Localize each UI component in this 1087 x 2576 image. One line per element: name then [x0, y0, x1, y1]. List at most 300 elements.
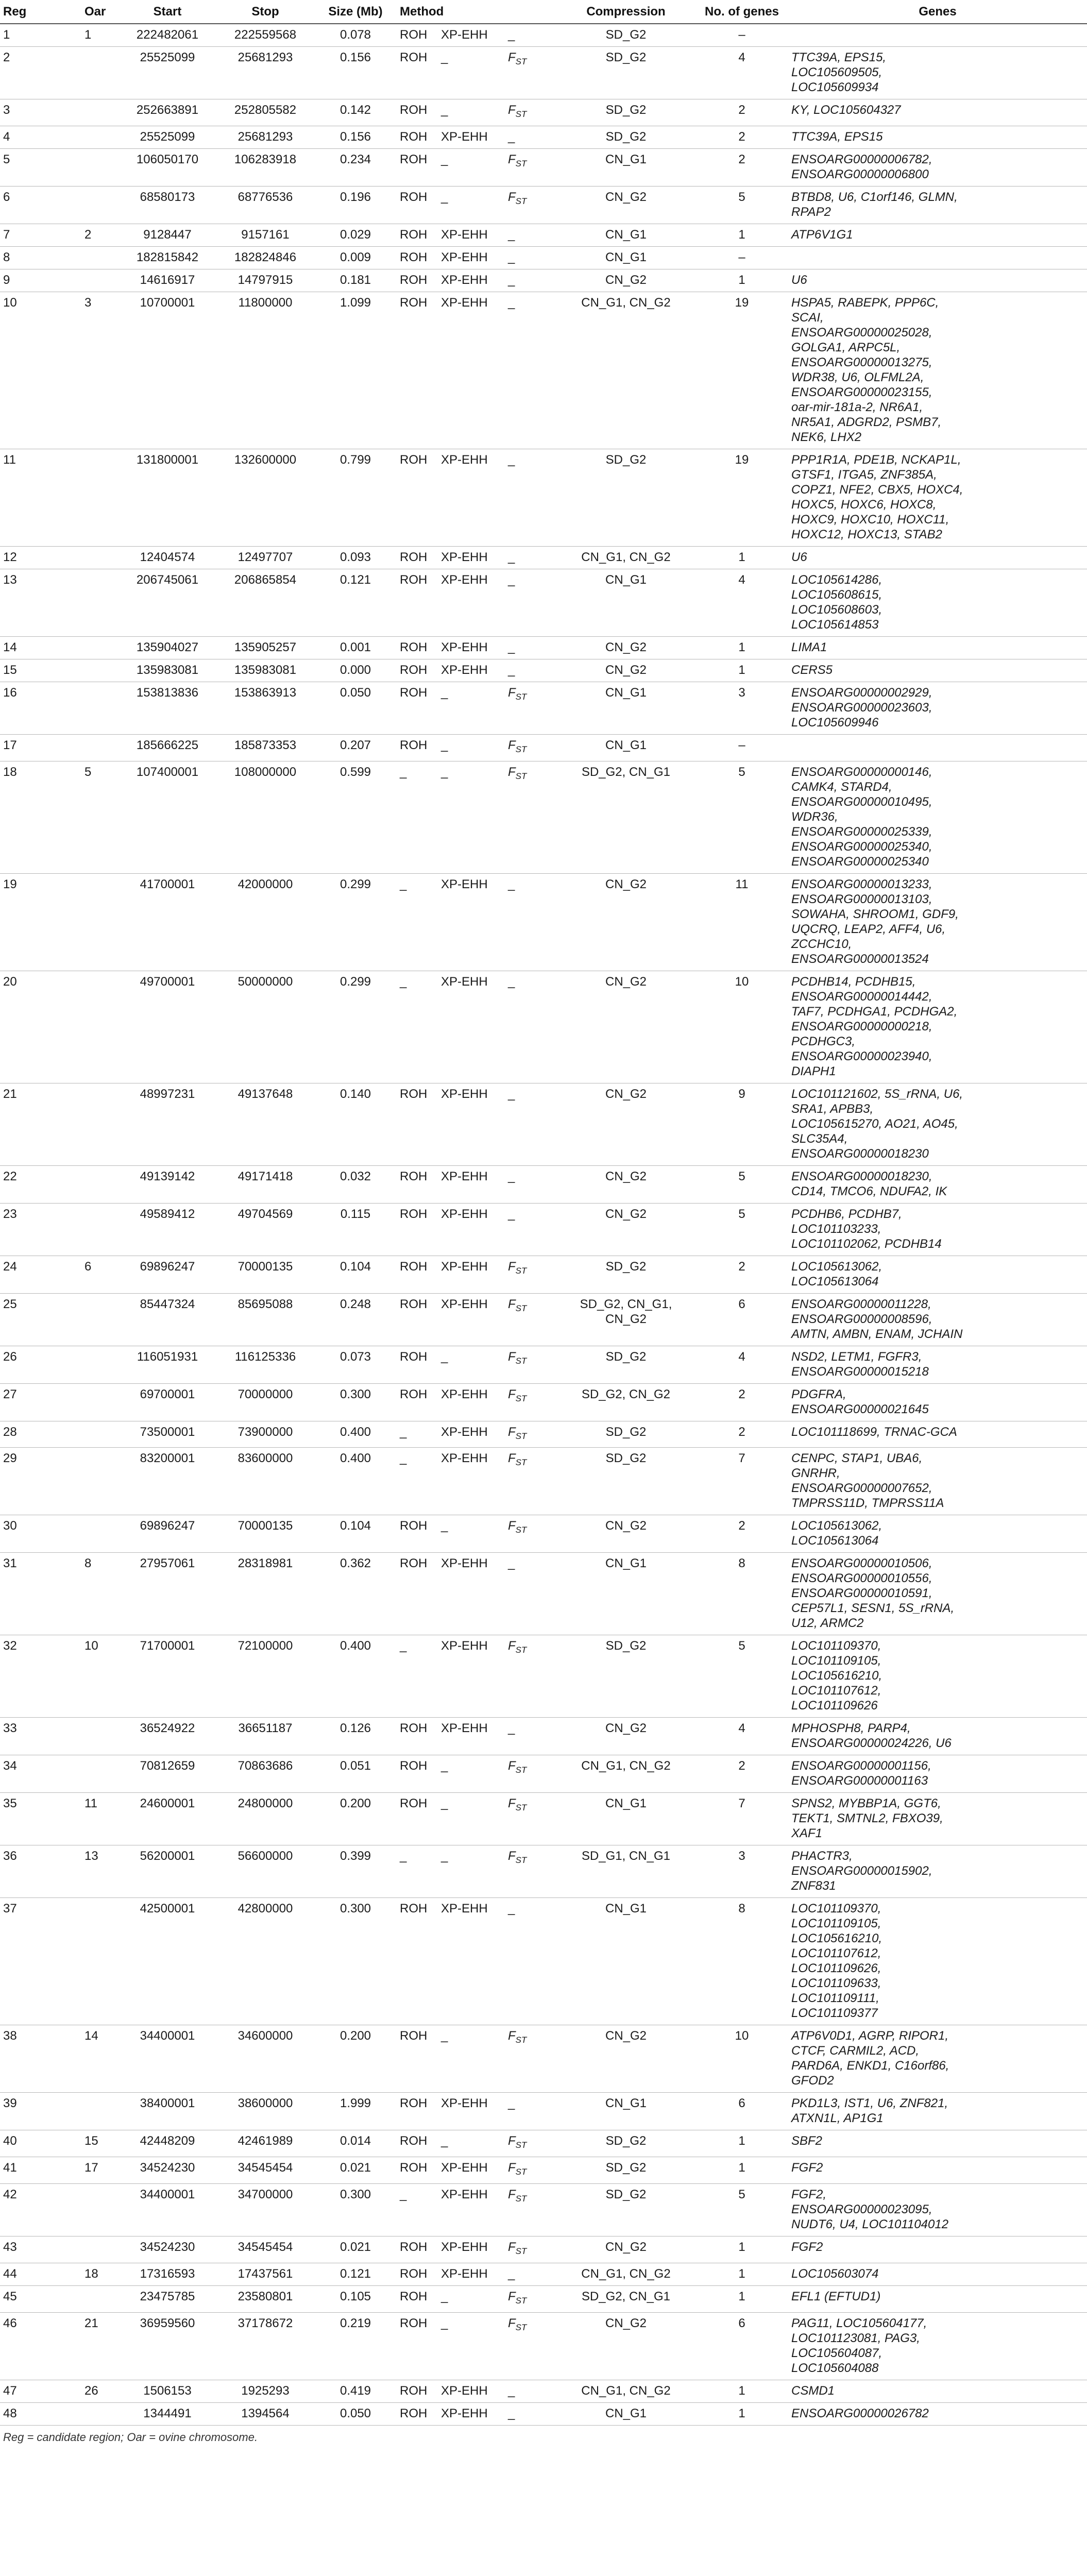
cell-size: 0.399 [314, 1845, 397, 1898]
cell-start: 85447324 [118, 1293, 216, 1346]
cell-reg: 16 [0, 682, 81, 734]
cell-stop: 42000000 [216, 873, 314, 971]
cell-num-genes: 19 [695, 449, 788, 546]
cell-start: 68580173 [118, 186, 216, 224]
cell-oar [81, 1515, 118, 1553]
cell-compression: CN_G2 [556, 2236, 695, 2263]
cell-genes: LOC105613062, LOC105613064 [788, 1515, 1087, 1553]
cell-oar: 8 [81, 1553, 118, 1635]
cell-method-xpehh: XP-EHH [438, 224, 505, 246]
cell-method-fst: _ [505, 971, 556, 1083]
cell-method-fst [505, 1448, 556, 1515]
cell-method-fst: _ [505, 1553, 556, 1635]
cell-size: 0.419 [314, 2380, 397, 2402]
cell-compression: SD_G2 [556, 2183, 695, 2236]
cell-stop: 38600000 [216, 2093, 314, 2130]
cell-genes: TTC39A, EPS15, LOC105609505, LOC105609934 [788, 47, 1087, 99]
cell-num-genes: 3 [695, 682, 788, 734]
cell-num-genes: 7 [695, 1448, 788, 1515]
cell-genes: PKD1L3, IST1, U6, ZNF821, ATXN1L, AP1G1 [788, 2093, 1087, 2130]
cell-oar [81, 1165, 118, 1203]
cell-method-xpehh: _ [438, 1845, 505, 1898]
cell-reg: 8 [0, 246, 81, 269]
table-row [0, 2285, 1087, 2312]
cell-method-fst: _ [505, 1165, 556, 1203]
cell-size: 0.000 [314, 659, 397, 682]
table-row [0, 1635, 1087, 1718]
cell-reg: 1 [0, 24, 81, 47]
cell-method-fst [505, 1635, 556, 1718]
cell-reg: 26 [0, 1346, 81, 1383]
table-row [0, 2312, 1087, 2380]
fst-method-label: $F_{ST}$ [508, 190, 527, 206]
cell-genes: HSPA5, RABEPK, PPP6C, SCAI, ENSOARG00000025028, GOLGA1, ARPC5L, ENSOARG00000013275, WDR38, U6, OLFML2A, ENSOARG00000023155, oar-mir-181a-2, NR6A1, NR5A1, ADGRD2, PSMB7, NEK6, LHX2 [788, 292, 1087, 449]
cell-method-roh: ROH [397, 224, 438, 246]
cell-genes: CENPC, STAP1, UBA6, GNRHR, ENSOARG00000007652, TMPRSS11D, TMPRSS11A [788, 1448, 1087, 1515]
cell-compression: CN_G1 [556, 224, 695, 246]
cell-genes: LOC101109370, LOC101109105, LOC105616210, LOC101107612, LOC101109626, LOC101109633, LOC101109111, LOC101109377 [788, 1898, 1087, 2025]
cell-stop: 56600000 [216, 1845, 314, 1898]
cell-start: 107400001 [118, 761, 216, 873]
cell-compression: CN_G1 [556, 246, 695, 269]
cell-method-fst [505, 2025, 556, 2093]
cell-num-genes: – [695, 24, 788, 47]
cell-num-genes: 2 [695, 126, 788, 148]
cell-oar [81, 659, 118, 682]
table-row [0, 1845, 1087, 1898]
table-row [0, 2263, 1087, 2285]
cell-num-genes: 2 [695, 1256, 788, 1293]
cell-num-genes: 5 [695, 761, 788, 873]
cell-reg: 42 [0, 2183, 81, 2236]
cell-oar [81, 246, 118, 269]
cell-stop: 182824846 [216, 246, 314, 269]
cell-method-fst [505, 2285, 556, 2312]
cell-size: 0.156 [314, 126, 397, 148]
cell-method-fst: _ [505, 2380, 556, 2402]
table-row [0, 1165, 1087, 1203]
cell-oar [81, 99, 118, 126]
cell-method-xpehh: _ [438, 1793, 505, 1845]
cell-genes: FGF2 [788, 2236, 1087, 2263]
cell-stop: 34600000 [216, 2025, 314, 2093]
cell-size: 0.073 [314, 1346, 397, 1383]
cell-oar [81, 1203, 118, 1256]
cell-method-fst [505, 1256, 556, 1293]
cell-stop: 9157161 [216, 224, 314, 246]
cell-compression: CN_G1, CN_G2 [556, 2263, 695, 2285]
cell-size: 0.021 [314, 2157, 397, 2184]
fst-method-label: $F_{ST}$ [508, 738, 527, 754]
cell-genes: LOC105603074 [788, 2263, 1087, 2285]
cell-method-fst [505, 99, 556, 126]
cell-method-roh: ROH [397, 2130, 438, 2157]
cell-compression: CN_G2 [556, 1165, 695, 1203]
cell-size: 0.050 [314, 682, 397, 734]
cell-method-xpehh: XP-EHH [438, 873, 505, 971]
cell-genes [788, 246, 1087, 269]
cell-genes: ENSOARG00000013233, ENSOARG00000013103, SOWAHA, SHROOM1, GDF9, UQCRQ, LEAP2, AFF4, U6, ZCCHC10, ENSOARG00000013524 [788, 873, 1087, 971]
cell-reg: 45 [0, 2285, 81, 2312]
cell-method-xpehh: XP-EHH [438, 2380, 505, 2402]
cell-method-xpehh: XP-EHH [438, 1898, 505, 2025]
cell-num-genes: 4 [695, 1346, 788, 1383]
table-row [0, 24, 1087, 47]
cell-size: 0.248 [314, 1293, 397, 1346]
cell-method-roh: ROH [397, 1293, 438, 1346]
header-method-spacer-1 [438, 1, 505, 24]
cell-start: 49139142 [118, 1165, 216, 1203]
header-row [0, 1, 1087, 24]
cell-stop: 106283918 [216, 148, 314, 186]
cell-size: 0.115 [314, 1203, 397, 1256]
cell-num-genes: 4 [695, 569, 788, 636]
cell-oar: 15 [81, 2130, 118, 2157]
cell-method-roh: ROH [397, 569, 438, 636]
cell-stop: 50000000 [216, 971, 314, 1083]
cell-compression: CN_G1 [556, 2402, 695, 2425]
cell-stop: 135983081 [216, 659, 314, 682]
cell-num-genes: 2 [695, 1383, 788, 1421]
table-row [0, 1448, 1087, 1515]
cell-compression: SD_G2, CN_G2 [556, 1383, 695, 1421]
cell-genes [788, 24, 1087, 47]
cell-num-genes: 6 [695, 2093, 788, 2130]
cell-genes: EFL1 (EFTUD1) [788, 2285, 1087, 2312]
fst-method-label: $F_{ST}$ [508, 2134, 527, 2150]
cell-size: 0.300 [314, 1898, 397, 2025]
cell-compression: CN_G2 [556, 1718, 695, 1755]
cell-stop: 70863686 [216, 1755, 314, 1793]
table-row [0, 1755, 1087, 1793]
cell-oar [81, 1083, 118, 1165]
table-row [0, 2380, 1087, 2402]
cell-num-genes: 6 [695, 2312, 788, 2380]
cell-start: 131800001 [118, 449, 216, 546]
cell-num-genes: 10 [695, 2025, 788, 2093]
cell-genes: LOC105613062, LOC105613064 [788, 1256, 1087, 1293]
cell-method-roh: ROH [397, 2157, 438, 2184]
cell-oar [81, 2093, 118, 2130]
cell-stop: 132600000 [216, 449, 314, 546]
cell-method-roh: ROH [397, 2093, 438, 2130]
cell-genes: ENSOARG00000002929, ENSOARG00000023603, LOC105609946 [788, 682, 1087, 734]
cell-reg: 39 [0, 2093, 81, 2130]
cell-size: 0.200 [314, 2025, 397, 2093]
cell-oar [81, 971, 118, 1083]
cell-start: 34400001 [118, 2025, 216, 2093]
cell-num-genes: 9 [695, 1083, 788, 1165]
cell-stop: 17437561 [216, 2263, 314, 2285]
cell-num-genes: 2 [695, 1515, 788, 1553]
cell-num-genes: 5 [695, 1165, 788, 1203]
fst-method-label: $F_{ST}$ [508, 1797, 527, 1813]
cell-num-genes: 2 [695, 99, 788, 126]
cell-method-roh: _ [397, 1845, 438, 1898]
cell-method-roh: ROH [397, 24, 438, 47]
cell-start: 9128447 [118, 224, 216, 246]
cell-oar [81, 873, 118, 971]
cell-stop: 25681293 [216, 47, 314, 99]
cell-reg: 18 [0, 761, 81, 873]
cell-compression: SD_G2, CN_G1 [556, 2285, 695, 2312]
candidate-regions-table [0, 1, 1087, 2426]
cell-compression: CN_G1, CN_G2 [556, 546, 695, 569]
cell-stop: 1394564 [216, 2402, 314, 2425]
cell-size: 0.050 [314, 2402, 397, 2425]
cell-size: 0.400 [314, 1635, 397, 1718]
fst-method-label: $F_{ST}$ [508, 2289, 527, 2306]
cell-stop: 72100000 [216, 1635, 314, 1718]
table-row [0, 873, 1087, 971]
cell-genes: ENSOARG00000018230, CD14, TMCO6, NDUFA2, IK [788, 1165, 1087, 1203]
cell-method-xpehh: _ [438, 99, 505, 126]
table-row [0, 1553, 1087, 1635]
cell-method-xpehh: XP-EHH [438, 1718, 505, 1755]
table-header [0, 1, 1087, 24]
cell-oar: 1 [81, 24, 118, 47]
cell-method-roh: ROH [397, 1203, 438, 1256]
cell-num-genes: 2 [695, 1755, 788, 1793]
cell-compression: SD_G2 [556, 1635, 695, 1718]
cell-stop: 49171418 [216, 1165, 314, 1203]
cell-method-fst: _ [505, 126, 556, 148]
cell-size: 0.196 [314, 186, 397, 224]
cell-reg: 19 [0, 873, 81, 971]
cell-oar: 6 [81, 1256, 118, 1293]
table-row [0, 1421, 1087, 1448]
cell-oar: 14 [81, 2025, 118, 2093]
cell-oar [81, 2402, 118, 2425]
cell-method-roh: ROH [397, 546, 438, 569]
cell-method-xpehh: _ [438, 1755, 505, 1793]
cell-compression: SD_G2 [556, 99, 695, 126]
cell-reg: 4 [0, 126, 81, 148]
cell-start: 17316593 [118, 2263, 216, 2285]
cell-reg: 48 [0, 2402, 81, 2425]
table-row [0, 99, 1087, 126]
cell-genes: SPNS2, MYBBP1A, GGT6, TEKT1, SMTNL2, FBXO39, XAF1 [788, 1793, 1087, 1845]
fst-method-label: $F_{ST}$ [508, 103, 527, 119]
cell-genes: PHACTR3, ENSOARG00000015902, ZNF831 [788, 1845, 1087, 1898]
cell-oar [81, 1448, 118, 1515]
cell-compression: SD_G2 [556, 1346, 695, 1383]
cell-compression: CN_G1 [556, 2093, 695, 2130]
cell-num-genes: 1 [695, 224, 788, 246]
fst-method-label: $F_{ST}$ [508, 1425, 527, 1441]
cell-compression: CN_G2 [556, 2025, 695, 2093]
cell-stop: 252805582 [216, 99, 314, 126]
cell-genes: ENSOARG00000010506, ENSOARG00000010556, ENSOARG00000010591, CEP57L1, SESN1, 5S_rRNA, U12, ARMC2 [788, 1553, 1087, 1635]
cell-reg: 2 [0, 47, 81, 99]
cell-genes: CERS5 [788, 659, 1087, 682]
cell-stop: 85695088 [216, 1293, 314, 1346]
cell-method-fst [505, 1793, 556, 1845]
cell-reg: 25 [0, 1293, 81, 1346]
cell-method-fst: _ [505, 1203, 556, 1256]
cell-size: 0.599 [314, 761, 397, 873]
cell-reg: 37 [0, 1898, 81, 2025]
cell-start: 14616917 [118, 269, 216, 292]
cell-stop: 1925293 [216, 2380, 314, 2402]
header-reg: Reg [0, 1, 81, 24]
cell-oar [81, 734, 118, 761]
cell-method-fst: _ [505, 569, 556, 636]
cell-size: 0.009 [314, 246, 397, 269]
cell-method-fst: _ [505, 546, 556, 569]
table-row [0, 682, 1087, 734]
cell-reg: 3 [0, 99, 81, 126]
cell-method-fst: _ [505, 1083, 556, 1165]
cell-size: 0.234 [314, 148, 397, 186]
cell-compression: CN_G2 [556, 636, 695, 659]
cell-num-genes: 1 [695, 2285, 788, 2312]
cell-method-fst: _ [505, 224, 556, 246]
cell-method-roh: ROH [397, 246, 438, 269]
fst-method-label: $F_{ST}$ [508, 765, 527, 781]
cell-method-xpehh: XP-EHH [438, 126, 505, 148]
cell-method-roh: ROH [397, 126, 438, 148]
cell-oar [81, 148, 118, 186]
cell-reg: 17 [0, 734, 81, 761]
cell-size: 0.799 [314, 449, 397, 546]
cell-num-genes: 1 [695, 636, 788, 659]
cell-stop: 11800000 [216, 292, 314, 449]
cell-size: 0.181 [314, 269, 397, 292]
cell-start: 116051931 [118, 1346, 216, 1383]
cell-oar [81, 1898, 118, 2025]
table-row [0, 1256, 1087, 1293]
cell-start: 34524230 [118, 2157, 216, 2184]
cell-method-fst [505, 1515, 556, 1553]
cell-genes: PAG11, LOC105604177, LOC101123081, PAG3, LOC105604087, LOC105604088 [788, 2312, 1087, 2380]
cell-method-xpehh: XP-EHH [438, 2157, 505, 2184]
header-stop: Stop [216, 1, 314, 24]
header-compression: Compression [556, 1, 695, 24]
cell-method-fst: _ [505, 2402, 556, 2425]
cell-oar [81, 1718, 118, 1755]
cell-stop: 70000135 [216, 1256, 314, 1293]
cell-genes: ENSOARG00000006782, ENSOARG00000006800 [788, 148, 1087, 186]
cell-method-fst: _ [505, 636, 556, 659]
cell-start: 41700001 [118, 873, 216, 971]
cell-oar [81, 682, 118, 734]
cell-size: 0.300 [314, 2183, 397, 2236]
cell-compression: SD_G2 [556, 1421, 695, 1448]
cell-num-genes: 1 [695, 2130, 788, 2157]
cell-method-xpehh: XP-EHH [438, 246, 505, 269]
fst-method-label: $F_{ST}$ [508, 2187, 527, 2204]
cell-method-fst [505, 1293, 556, 1346]
cell-size: 0.104 [314, 1256, 397, 1293]
cell-start: 49589412 [118, 1203, 216, 1256]
cell-method-fst [505, 1421, 556, 1448]
cell-oar: 5 [81, 761, 118, 873]
cell-num-genes: 2 [695, 1421, 788, 1448]
cell-method-roh: ROH [397, 148, 438, 186]
cell-num-genes: 5 [695, 2183, 788, 2236]
cell-start: 25525099 [118, 47, 216, 99]
cell-genes: LOC101121602, 5S_rRNA, U6, SRA1, APBB3, LOC105615270, AO21, AO45, SLC35A4, ENSOARG00000018230 [788, 1083, 1087, 1165]
cell-method-xpehh: XP-EHH [438, 971, 505, 1083]
cell-method-roh: ROH [397, 1346, 438, 1383]
cell-reg: 6 [0, 186, 81, 224]
cell-genes: FGF2, ENSOARG00000023095, NUDT6, U4, LOC101104012 [788, 2183, 1087, 2236]
cell-method-xpehh: XP-EHH [438, 1293, 505, 1346]
fst-method-label: $F_{ST}$ [508, 152, 527, 168]
cell-genes: ENSOARG00000026782 [788, 2402, 1087, 2425]
cell-num-genes: 8 [695, 1898, 788, 2025]
cell-stop: 34700000 [216, 2183, 314, 2236]
cell-method-fst: _ [505, 659, 556, 682]
cell-start: 135904027 [118, 636, 216, 659]
cell-method-xpehh: XP-EHH [438, 2263, 505, 2285]
cell-num-genes: 19 [695, 292, 788, 449]
cell-num-genes: 1 [695, 546, 788, 569]
cell-genes: LIMA1 [788, 636, 1087, 659]
fst-method-label: $F_{ST}$ [508, 2161, 527, 2177]
cell-reg: 28 [0, 1421, 81, 1448]
cell-stop: 28318981 [216, 1553, 314, 1635]
cell-size: 0.121 [314, 2263, 397, 2285]
cell-genes: ENSOARG00000000146, CAMK4, STARD4, ENSOARG00000010495, WDR36, ENSOARG00000025339, ENSOARG00000025340, ENSOARG00000025340 [788, 761, 1087, 873]
fst-method-label: $F_{ST}$ [508, 1259, 527, 1276]
cell-num-genes: 10 [695, 971, 788, 1083]
table-footnote: Reg = candidate region; Oar = ovine chromosome. [3, 2430, 258, 2444]
cell-oar: 17 [81, 2157, 118, 2184]
table-row [0, 1203, 1087, 1256]
cell-genes: PDGFRA, ENSOARG00000021645 [788, 1383, 1087, 1421]
cell-oar: 13 [81, 1845, 118, 1898]
cell-compression: CN_G1 [556, 682, 695, 734]
cell-genes: TTC39A, EPS15 [788, 126, 1087, 148]
cell-num-genes: 1 [695, 659, 788, 682]
cell-method-xpehh: XP-EHH [438, 1256, 505, 1293]
cell-method-xpehh: XP-EHH [438, 269, 505, 292]
table-row [0, 2130, 1087, 2157]
cell-reg: 44 [0, 2263, 81, 2285]
cell-method-fst: _ [505, 2093, 556, 2130]
cell-start: 71700001 [118, 1635, 216, 1718]
cell-method-fst: _ [505, 1898, 556, 2025]
table-row [0, 2183, 1087, 2236]
cell-reg: 5 [0, 148, 81, 186]
cell-method-xpehh: XP-EHH [438, 1203, 505, 1256]
cell-method-roh: ROH [397, 269, 438, 292]
cell-num-genes: – [695, 734, 788, 761]
fst-method-label: $F_{ST}$ [508, 50, 527, 66]
cell-size: 0.219 [314, 2312, 397, 2380]
fst-method-label: $F_{ST}$ [508, 1349, 527, 1366]
cell-genes: PCDHB14, PCDHB15, ENSOARG00000014442, TAF7, PCDHGA1, PCDHGA2, ENSOARG00000000218, PCDHGC3, ENSOARG00000023940, DIAPH1 [788, 971, 1087, 1083]
cell-compression: SD_G1, CN_G1 [556, 1845, 695, 1898]
cell-start: 10700001 [118, 292, 216, 449]
cell-method-xpehh: XP-EHH [438, 1165, 505, 1203]
cell-method-xpehh: XP-EHH [438, 569, 505, 636]
cell-compression: CN_G1 [556, 148, 695, 186]
cell-size: 0.093 [314, 546, 397, 569]
table-row [0, 224, 1087, 246]
cell-method-xpehh: XP-EHH [438, 1635, 505, 1718]
header-method-spacer-2 [505, 1, 556, 24]
cell-compression: CN_G2 [556, 2312, 695, 2380]
cell-num-genes: 1 [695, 2263, 788, 2285]
cell-method-roh: ROH [397, 47, 438, 99]
cell-oar [81, 1755, 118, 1793]
cell-oar: 3 [81, 292, 118, 449]
table-row [0, 148, 1087, 186]
table-row [0, 1718, 1087, 1755]
